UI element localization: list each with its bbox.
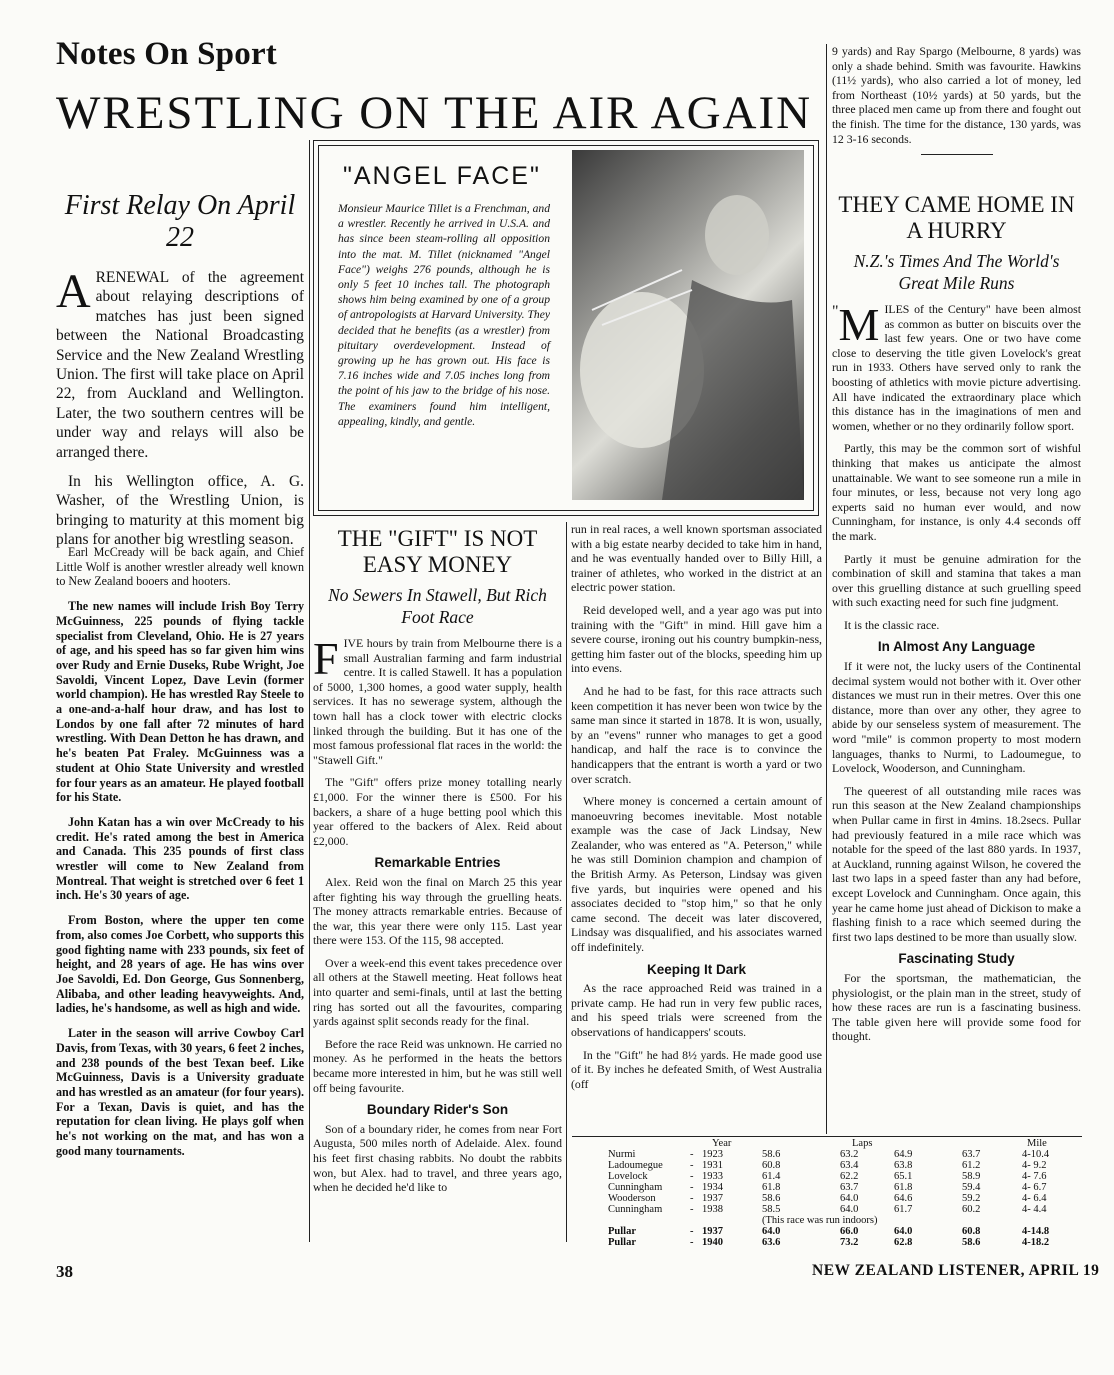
table-header-laps: Laps <box>852 1138 873 1149</box>
table-cell-name: Ladoumegue <box>608 1160 663 1171</box>
table-cell-name: Lovelock <box>608 1171 648 1182</box>
table-cell-l3: 64.0 <box>894 1226 913 1237</box>
gift-para-5: Before the race Reid was unknown. He carried no money. As he performed in the heats the bettors became more interested in him, but he was still well off being favourite. <box>313 1036 562 1095</box>
table-cell-name: Cunningham <box>608 1182 663 1193</box>
section-heading: Keeping It Dark <box>646 961 747 977</box>
wrestling-para-6: From Boston, where the upper ten come from, also comes Joe Corbett, who supports this good fighting name with 233 pounds, six feet of height, and 28 years of age. He has wins over Joe Savoldi, Ed. Don George, Gus Sonnenberg, Alibaba, and other leading heavyweights. And, ladies, he's handsome, as well as high and wide. <box>56 913 304 1016</box>
table-cell-mile: 4- 4.4 <box>1022 1204 1047 1215</box>
table-cell-mile: 4-18.2 <box>1022 1237 1050 1248</box>
table-cell-l4: 63.7 <box>962 1149 981 1160</box>
mile-headline: THEY CAME HOME IN A HURRY <box>838 192 1075 243</box>
table-cell-name: Cunningham <box>608 1204 663 1215</box>
table-cell-l2: 62.2 <box>840 1171 859 1182</box>
divider <box>921 154 993 155</box>
mile-para-3: Partly it must be genuine admiration for the combination of skill and stamina that takes a man over this gruelling distance at such gruelling speed with such exacting need for such fine judgment. <box>832 551 1081 610</box>
mile-para-4: It is the classic race. <box>844 617 940 632</box>
gift-para-10: Where money is concerned a certain amount of manoeuvring becomes inevitable. Most notable example was the case of Jack Lindsay, New Zealander, who was entered as "A. Peterson," while he was still Dominion champion and champion of the British Army. As Peterson, Lindsay was given five yards, but inquiries were opened and his associates decided to "stop him," so that he only came second. The deceit was later discovered, Lindsay was disqualified, and his associates warned off indefinitely. <box>571 794 822 955</box>
table-cell-l4: 58.6 <box>962 1237 981 1248</box>
table-dash: - <box>690 1182 694 1193</box>
section-heading: Fascinating Study <box>898 951 1015 967</box>
table-dash: - <box>690 1226 694 1237</box>
table-cell-l4: 59.2 <box>962 1193 981 1204</box>
table-dash: - <box>690 1160 694 1171</box>
table-cell-l4: 60.2 <box>962 1204 981 1215</box>
wrestling-para-2: In his Wellington office, A. G. Washer, of the Wrestling Union, is bringing to maturity at this moment big plans for another big wrestling season. <box>56 473 304 549</box>
table-cell-l1: 60.8 <box>762 1160 781 1171</box>
section-heading: In Almost Any Language <box>877 639 1036 655</box>
table-row <box>572 1204 1082 1215</box>
table-cell-l2: 73.2 <box>840 1237 859 1248</box>
table-cell-name: Nurmi <box>608 1149 636 1160</box>
table-cell-year: 1940 <box>702 1237 723 1248</box>
mile-article-col <box>832 188 1081 1052</box>
gift-para-6: Son of a boundary rider, he comes from near Fort Augusta, 500 miles north of Adelaide. Alex. found his feet first chasing rabbits. No doubt the rabbits won, but Alex. had to travel, and three years ago, when he decided he'd like to <box>313 1121 562 1195</box>
table-cell-mile: 4- 9.2 <box>1022 1160 1047 1171</box>
table-cell-l1: 61.8 <box>762 1182 781 1193</box>
table-cell-l4: 58.9 <box>962 1171 981 1182</box>
mile-subheadline: N.Z.'s Times And The World's Great Mile Runs <box>853 251 1060 293</box>
column-rule <box>309 140 310 1242</box>
table-cell-l3: 61.7 <box>894 1204 913 1215</box>
mile-para-5: If it were not, the lucky users of the Continental decimal system would not bother with it. Over other distances we must run in their metres. Over this one distance, more than over any other, they agree to abide by our senseless system of measurement. The word "mile" is common property to most modern languages, thanks to Nurmi, to Ladoumegue, to Lovelock, Wooderson, and Cunningham. <box>832 659 1081 776</box>
table-cell-mile: 4-10.4 <box>1022 1149 1050 1160</box>
table-cell-l3: 61.8 <box>894 1182 913 1193</box>
table-cell-mile: 4- 6.4 <box>1022 1193 1047 1204</box>
angel-face-caption: Monsieur Maurice Tillet is a Frenchman, and a wrestler. Recently he arrived in U.S.A. and has since been steam-rolling all opposition into the mat. M. Tillet (nicknamed "Angel Face") weighs 276 pounds, although he is only 5 feet 10 inches tall. The photograph shows him being examined by one of a group of antropologists at Harvard University. They decided that he benefits (as a wrestler) from pituitary overdevelopment. Instead of growing up he has grown out. His face is 7.16 inches wide and 7.05 inches long from the point of his jaw to the bridge of his nose. The examiners found him intelligent, appealing, kindly, and gentle. <box>338 202 550 428</box>
mile-times-table <box>572 1138 1082 1248</box>
table-body-pullar <box>572 1226 1082 1248</box>
table-cell-mile: 4- 7.6 <box>1022 1171 1047 1182</box>
table-cell-l2: 63.7 <box>840 1182 859 1193</box>
column-rule <box>566 522 567 1242</box>
table-cell-l1: 58.6 <box>762 1149 781 1160</box>
gift-para-3: Alex. Reid won the final on March 25 this year after fighting his way through the gruelling heats. The money attracts remarkable entries. Because of the war, this year there were only 115. Last year there were 153. Of the 115, 98 accepted. <box>313 874 562 948</box>
wrestling-para-3: Earl McCready will be back again, and Chief Little Wolf is another wrestler already well known to New Zealand booers and hooters. <box>56 545 304 589</box>
gift-subheadline: No Sewers In Stawell, But Rich Foot Race <box>328 585 547 627</box>
magazine-footer: NEW ZEALAND LISTENER, APRIL 19 <box>812 1262 1100 1279</box>
table-dash: - <box>690 1237 694 1248</box>
table-cell-name: Wooderson <box>608 1193 656 1204</box>
wrestling-article-lead <box>56 190 304 560</box>
wrestler-photo <box>572 150 804 500</box>
gift-para-9: And he had to be fast, for this race attracts such keen competition it has never been won twice by the same man since it started in 1878. It is won, usually, by an "evens" runner who manages to get a good handicap, and half the race is to convince the handicappers that the entrant is worth a yard or two over scratch. <box>571 683 822 786</box>
gift-article-col <box>313 522 562 1203</box>
gift-para-1: FIVE hours by train from Melbourne there is a small Australian farming and farm industrial centre. It is called Stawell. It has a population of 5000, 1,300 homes, a good water supply, health services. It has no sewerage system, although the town hall has a clock tower with electric clocks linked through the building. But it has one of the most famous professional flat races in the world: the "Stawell Gift." <box>313 633 562 767</box>
table-cell-l2: 64.0 <box>840 1193 859 1204</box>
wrestler-photo-illustration <box>572 150 804 500</box>
wrestling-para-5: John Katan has a win over McCready to his credit. He's rated among the best in America and Canada. This 235 pounds of first class wrestler will come to New Zealand from Montreal. That weight is stretched over 6 feet 1 inch. He's 30 years of age. <box>56 814 304 903</box>
drop-cap: M <box>838 299 880 350</box>
gift-para-13: 9 yards) and Ray Spargo (Melbourne, 8 yards) was only a shade behind. Smith was favourite. Hawkins (11½ yards), who also carried a lot of money, led from Northeast (10½ yards) at 50 yards, but the three placed men came up from there and fought out the finish. The time for the distance, 130 yards, was 12 3-16 seconds. <box>832 44 1081 146</box>
wrestling-para-1: ARENEWAL of the agreement about relaying descriptions of matches has just been signed between the National Broadcasting Service and the New Zealand Wrestling Union. The first will take place on April 22, from Auckland and Wellington. Later, the two southern centres will be under way and relays will also be arranged there. <box>56 265 304 461</box>
table-cell-l2: 64.0 <box>840 1204 859 1215</box>
wrestling-para-4: The new names will include Irish Boy Terry McGuinness, 225 pounds of flying tackle specialist from Cleveland, Ohio. He is 27 years of age, and his speed has so far given him wins over Rudy and Ernie Duseks, Rube Wright, Joe Savoldi, Vincent Lopez, Dave Levin (former world champion). He has wrestled Ray Steele to a one-and-a-half hour draw, and has lost to Londos by one fall after 72 minutes of hard wrestling. With Dean Detton he has drawn, and he's beaten Pat Fraley. McGuinness was a student at Ohio State University and wrestled for four years as an amateur. He played football for his State. <box>56 599 304 805</box>
section-heading: Boundary Rider's Son <box>366 1102 509 1118</box>
gift-para-4: Over a week-end this event takes precedence over all others at the Stawell meeting. Heat follows heat into quarter and semi-finals, until at last the betting ring has sorted out all the favourites, comparing yards against split seconds ready for the final. <box>313 955 562 1029</box>
table-row <box>572 1226 1082 1237</box>
table-row <box>572 1182 1082 1193</box>
table-cell-l2: 63.2 <box>840 1149 859 1160</box>
gift-para-7: run in real races, a well known sportsman associated with a big estate nearby decided to take him in hand, and he was eventually handed over to Billy Hill, a trainer of athletes, who worked in the district at an electric power station. <box>571 522 822 595</box>
gift-para-11: As the race approached Reid was trained in a private camp. He had run in very few public races, and his speed trials were screened from the observations of handicappers' scouts. <box>571 981 822 1039</box>
gift-para-12: In the "Gift" he had 8½ yards. He made good use of it. By inches he defeated Smith, of West Australia (off <box>571 1047 822 1091</box>
table-cell-year: 1931 <box>702 1160 723 1171</box>
angel-face-title: "ANGEL FACE" <box>343 162 541 190</box>
section-kicker: Notes On Sport <box>56 36 277 72</box>
table-cell-l3: 63.8 <box>894 1160 913 1171</box>
gift-para-2: The "Gift" offers prize money totalling nearly £1,000. For the winner there is £500. For his backers, a share of a huge betting pool which this year offered to the backers of Alex. Reid about £2,000. <box>313 775 562 848</box>
table-cell-l3: 62.8 <box>894 1237 913 1248</box>
table-cell-year: 1938 <box>702 1204 723 1215</box>
wrestling-para-7: Later in the season will arrive Cowboy Carl Davis, from Texas, with 30 years, 6 feet 2 inches, and 238 pounds of the best Texan beef. Like McGuinness, Davis is a University graduate and has wrestled as an amateur (for four years). For a Texan, Davis is quiet, and has the reputation for clean living. He plays golf when he's not working on the mat, and has won a good many tournaments. <box>56 1026 305 1158</box>
gift-article-col-3 <box>832 44 1081 165</box>
mile-para-6: The queerest of all outstanding mile races was run this season at the New Zealand championships when Pullar came in first in 4mins. 18.2secs. Pullar had previously featured in a mile race which was notable for the speed of the last 880 yards. In 1937, at Auckland, running against Wilson, he covered the last two laps in a speed faster than any had before, except Lovelock and Cunningham. Once again, this year he came home just ahead of Dickison to make a flashing finish to a race which seemed during the first two laps destined to be more than usually slow. <box>832 783 1081 944</box>
table-cell-mile: 4-14.8 <box>1022 1226 1050 1237</box>
table-cell-year: 1933 <box>702 1171 723 1182</box>
mile-para-1: " M ILES of the Century" have been almost as common as butter on biscuits over the last few years. One or two have come close to deserving the title given Lovelock's great run in 1933. Others have served only to rank the boosting of athletics with movie picture advertising. All have indicated the extraordinary place which this distance has in the imaginations of men and women, whether or no they ordinarily follow sport. <box>832 299 1081 433</box>
drop-cap: F <box>313 633 339 684</box>
table-row <box>572 1237 1082 1248</box>
table-cell-l1: 58.6 <box>762 1193 781 1204</box>
table-cell-year: 1937 <box>702 1226 723 1237</box>
table-cell-l1: 63.6 <box>762 1237 781 1248</box>
table-cell-l3: 64.9 <box>894 1149 913 1160</box>
mile-para-2: Partly, this may be the common sort of wishful thinking that makes us anticipate the almost unattainable. We want to see someone run a mile in four minutes, or less, because not very long ago experts said no human ever would, and now Cunningham, for instance, is only 4.4 seconds off the mark. <box>832 441 1081 543</box>
table-note-row <box>572 1215 1082 1226</box>
table-header-row <box>572 1138 1082 1149</box>
table-cell-year: 1937 <box>702 1193 723 1204</box>
gift-article-col-2 <box>571 522 822 1099</box>
table-cell-l2: 66.0 <box>840 1226 859 1237</box>
table-cell-name: Pullar <box>608 1226 636 1237</box>
table-cell-l4: 61.2 <box>962 1160 981 1171</box>
table-dash: - <box>690 1149 694 1160</box>
table-body <box>572 1149 1082 1215</box>
table-cell-l1: 64.0 <box>762 1226 781 1237</box>
table-row <box>572 1193 1082 1204</box>
table-note: (This race was run indoors) <box>762 1215 878 1226</box>
table-cell-year: 1934 <box>702 1182 723 1193</box>
table-cell-year: 1923 <box>702 1149 723 1160</box>
table-row <box>572 1171 1082 1182</box>
table-header-year: Year <box>712 1138 732 1149</box>
gift-headline: THE "GIFT" IS NOT EASY MONEY <box>337 526 538 577</box>
table-row <box>572 1160 1082 1171</box>
table-cell-mile: 4- 6.7 <box>1022 1182 1047 1193</box>
section-heading: Remarkable Entries <box>374 855 501 871</box>
table-cell-l4: 59.4 <box>962 1182 981 1193</box>
table-header-mile: Mile <box>1027 1138 1047 1149</box>
table-dash: - <box>690 1193 694 1204</box>
wrestling-subhead: First Relay On April 22 <box>64 190 296 253</box>
table-rule <box>572 1136 1082 1137</box>
table-cell-l1: 61.4 <box>762 1171 781 1182</box>
mile-para-7: For the sportsman, the mathematician, the physiologist, or the plain man in the street, study of how these races are run is a fascinating business. The table given here will provide some food for thought. <box>832 970 1081 1044</box>
table-dash: - <box>690 1171 694 1182</box>
table-row <box>572 1149 1082 1160</box>
main-headline: WRESTLING ON THE AIR AGAIN <box>56 87 813 139</box>
drop-cap: A <box>56 265 91 318</box>
opening-quote: " <box>832 303 839 320</box>
table-cell-l3: 65.1 <box>894 1171 913 1182</box>
table-cell-l1: 58.5 <box>762 1204 781 1215</box>
wrestling-article-body <box>56 545 304 1168</box>
table-cell-l3: 64.6 <box>894 1193 913 1204</box>
column-rule <box>826 44 827 1134</box>
table-cell-l4: 60.8 <box>962 1226 981 1237</box>
table-cell-l2: 63.4 <box>840 1160 859 1171</box>
gift-para-8: Reid developed well, and a year ago was put into training with the "Gift" in mind. Hill gave him a severe course, ironing out his country bumpkin-ness, getting him faster out of the blocks, speeding him up into evens. <box>571 602 822 676</box>
table-dash: - <box>690 1204 694 1215</box>
table-cell-name: Pullar <box>608 1237 636 1248</box>
page-number: 38 <box>56 1262 73 1281</box>
